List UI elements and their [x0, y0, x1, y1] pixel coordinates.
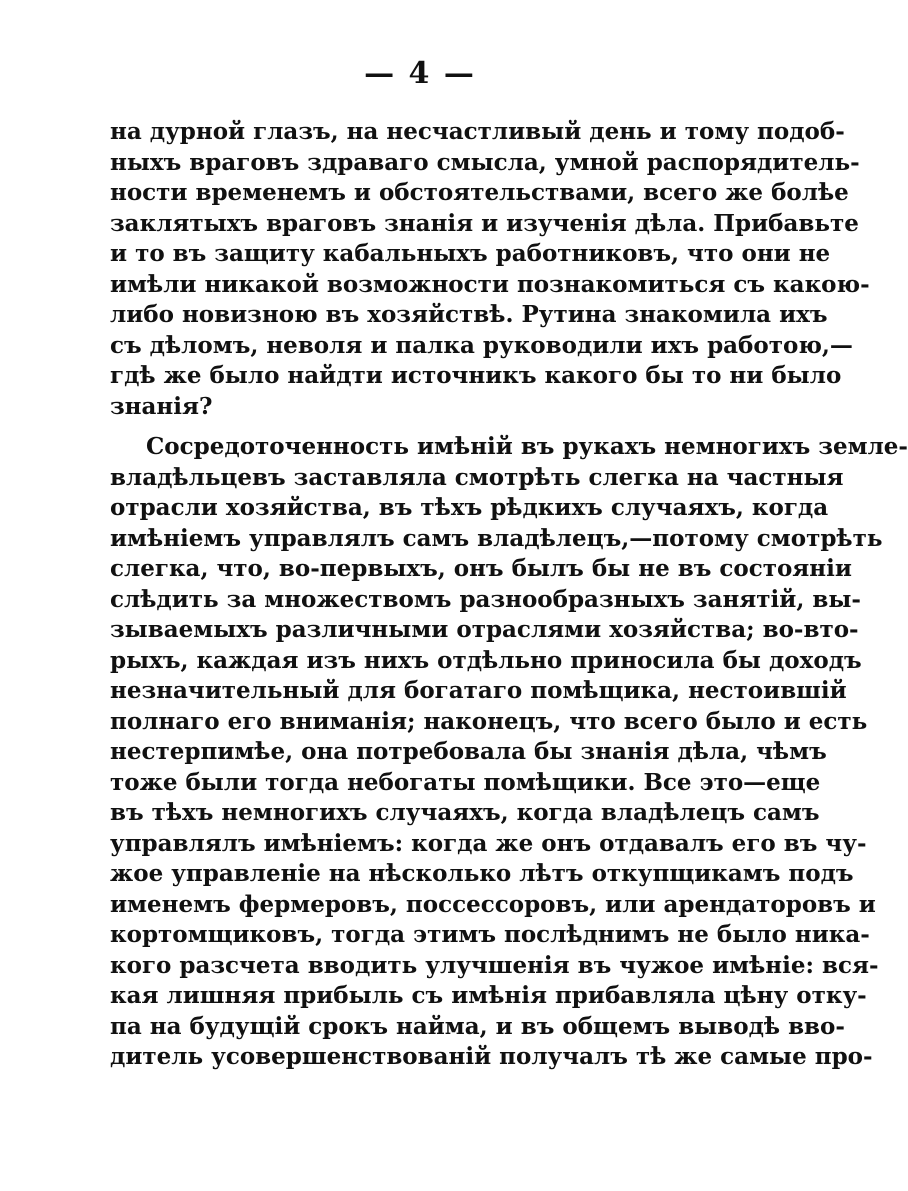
- text-line: рыхъ, каждая изъ нихъ отдѣльно приносила бы доходъ: [110, 646, 862, 674]
- text-line: гдѣ же было найдти источникъ какого бы то ни было: [110, 362, 842, 389]
- body-text: [110, 117, 908, 1073]
- text-line: Сосредоточенность имѣній въ рукахъ немногихъ земле-: [146, 433, 908, 460]
- text-line: управлялъ имѣніемъ: когда же онъ отдавалъ его въ чу-: [110, 829, 867, 857]
- text-line: слегка, что, во-первыхъ, онъ былъ бы не въ состояніи: [110, 555, 852, 582]
- text-line: слѣдить за множествомъ разнообразныхъ занятій, вы-: [110, 585, 861, 613]
- text-line: кого разсчета вводить улучшенія въ чужое имѣніе: вся-: [110, 951, 879, 979]
- text-line: отрасли хозяйства, въ тѣхъ рѣдкихъ случаяхъ, когда: [110, 494, 829, 521]
- text-line: зываемыхъ различными отраслями хозяйства; во-вто-: [110, 616, 859, 643]
- text-line: кая лишняя прибыль съ имѣнія прибавляла цѣну отку-: [110, 982, 867, 1009]
- text-line: на дурной глазъ, на несчастливый день и тому подоб-: [110, 118, 845, 145]
- text-line: въ тѣхъ немногихъ случаяхъ, когда владѣлецъ самъ: [110, 799, 820, 826]
- text-line: имѣніемъ управлялъ самъ владѣлецъ,—потому смотрѣть: [110, 524, 883, 552]
- page-number: — 4 —: [364, 56, 476, 91]
- text-line: кортомщиковъ, тогда этимъ послѣднимъ не было ника-: [110, 921, 870, 948]
- text-line: дитель усовершенствованій получалъ тѣ же самые про-: [110, 1043, 873, 1070]
- text-line: либо новизною въ хозяйствѣ. Рутина знакомила ихъ: [110, 301, 828, 328]
- text-line: именемъ фермеровъ, поссессоровъ, или арендаторовъ и: [110, 890, 876, 918]
- text-line: и то въ защиту кабальныхъ работниковъ, что они не: [110, 240, 831, 267]
- text-line: нестерпимѣе, она потребовала бы знанія дѣла, чѣмъ: [110, 738, 827, 765]
- paragraph-2: [110, 432, 908, 1073]
- text-line: съ дѣломъ, неволя и палка руководили ихъ работою,—: [110, 331, 853, 359]
- text-line: тоже были тогда небогаты помѣщики. Все это—еще: [110, 768, 821, 796]
- text-line: заклятыхъ враговъ знанія и изученія дѣла. Прибавьте: [110, 209, 859, 237]
- text-line: незначительный для богатаго помѣщика, нестоившій: [110, 677, 847, 704]
- paragraph-1: [110, 117, 870, 422]
- text-line: полнаго его вниманія; наконецъ, что всего было и есть: [110, 707, 868, 735]
- text-line: знанія?: [110, 392, 213, 420]
- text-line: владѣльцевъ заставляла смотрѣть слегка на частныя: [110, 463, 844, 491]
- text-line: ности временемъ и обстоятельствами, всего же болѣе: [110, 179, 849, 206]
- text-line: па на будущій срокъ найма, и въ общемъ выводѣ вво-: [110, 1012, 845, 1040]
- text-line: имѣли никакой возможности познакомиться съ какою-: [110, 270, 870, 298]
- text-line: ныхъ враговъ здраваго смысла, умной распорядитель-: [110, 148, 860, 176]
- text-line: жое управленіе на нѣсколько лѣтъ откупщикамъ подъ: [110, 860, 854, 887]
- paragraph-gap: [110, 422, 734, 432]
